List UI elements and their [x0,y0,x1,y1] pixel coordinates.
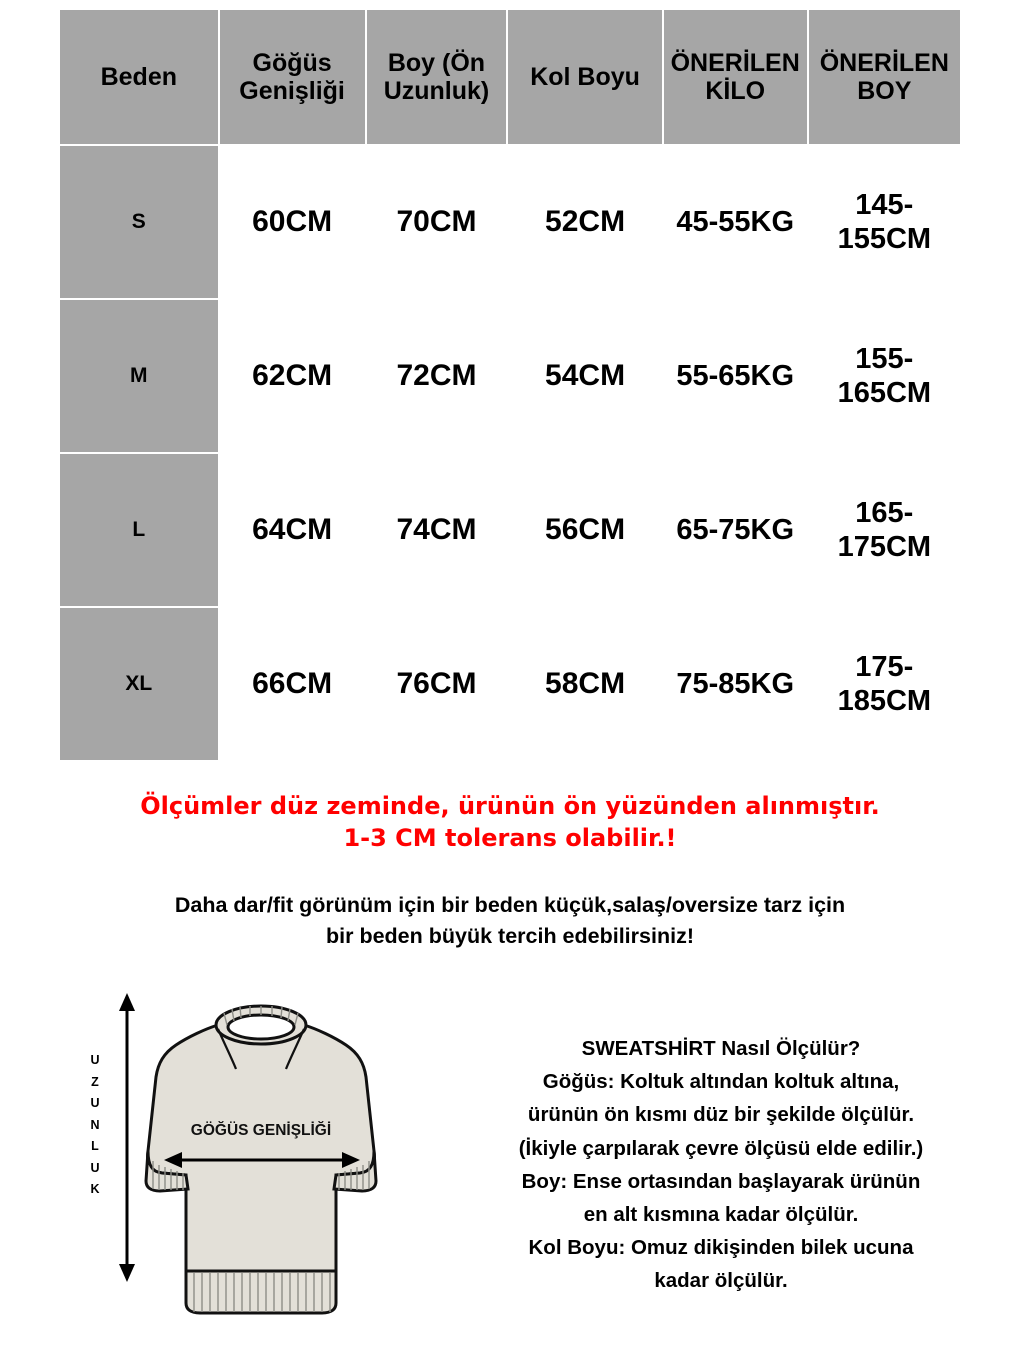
instructions-line: ürünün ön kısmı düz bir şekilde ölçülür. [527,1103,915,1127]
instructions-line: kadar ölçülür. [654,1269,788,1293]
measurement-warning-line-1: Ölçümler düz zeminde, ürünün ön yüzünden alınmıştır. [140,792,880,820]
cell-sleeve: 52CM [507,145,662,299]
uzunluk-letter: L [91,1139,99,1153]
cell-weight: 75-85KG [663,607,808,761]
uzunluk-letter: U [90,1160,100,1175]
cell-height: 175-185CM [808,607,961,761]
fit-advice [60,890,960,951]
instructions-line: Boy: Ense ortasından başlayarak ürünün [521,1169,921,1193]
column-header-onerilen-boy: ÖNERİLEN BOY [808,9,961,145]
uzunluk-letter: U [90,1053,100,1067]
cell-height: 145-155CM [808,145,961,299]
sweatshirt-illustration [110,985,440,1325]
table-header [59,9,961,145]
table-header-row [59,9,961,145]
size-table [58,8,962,762]
cell-weight: 65-75KG [663,453,808,607]
chest-width-label: GÖĞÜS GENİŞLİĞİ [190,1122,332,1139]
column-header-boy-on-uzunluk: Boy (Ön Uzunluk) [366,9,508,145]
cell-chest: 64CM [219,453,366,607]
cell-size: XL [59,607,219,761]
column-header-beden: Beden [59,9,219,145]
table-body [59,145,961,761]
column-header-onerilen-kilo: ÖNERİLEN KİLO [663,9,808,145]
size-table-container [58,8,962,762]
length-arrow-icon [119,993,135,1282]
column-header-gogus-genisligi: Göğüs Genişliği [219,9,366,145]
uzunluk-letter: K [90,1182,100,1196]
cell-length: 74CM [366,453,508,607]
instructions-line: Kol Boyu: Omuz dikişinden bilek ucuna [528,1236,914,1260]
table-row [59,145,961,299]
cell-length: 70CM [366,145,508,299]
uzunluk-letter: N [90,1117,100,1132]
table-row [59,453,961,607]
cell-chest: 62CM [219,299,366,453]
cell-height: 155-165CM [808,299,961,453]
uzunluk-letter: U [90,1096,100,1110]
cell-chest: 60CM [219,145,366,299]
table-row [59,299,961,453]
fit-advice-line-2: bir beden büyük tercih edebilirsiniz! [326,923,694,948]
table-row [59,607,961,761]
measurement-warning-line-2: 1-3 CM tolerans olabilir.! [343,824,677,853]
cell-weight: 45-55KG [663,145,808,299]
measurement-instructions [456,1032,986,1298]
instructions-title: SWEATSHİRT Nasıl Ölçülür? [581,1037,861,1060]
cell-chest: 66CM [219,607,366,761]
cell-sleeve: 58CM [507,607,662,761]
uzunluk-vertical-label [84,1050,106,1201]
sweatshirt-diagram [110,985,440,1330]
bottom-hem [186,1271,336,1313]
cell-size: S [59,145,219,299]
cell-sleeve: 56CM [507,453,662,607]
uzunluk-letter: Z [91,1074,99,1089]
cell-length: 76CM [366,607,508,761]
column-header-kol-boyu: Kol Boyu [507,9,662,145]
cell-size: M [59,299,219,453]
cell-length: 72CM [366,299,508,453]
fit-advice-line-1: Daha dar/fit görünüm için bir beden küçük,salaş/oversize tarz için [174,893,846,917]
cell-sleeve: 54CM [507,299,662,453]
instructions-line: en alt kısmına kadar ölçülür. [583,1203,859,1227]
instructions-line: (İkiyle çarpılarak çevre ölçüsü elde edilir.) [518,1136,924,1160]
measurement-warning [0,790,1020,854]
cell-weight: 55-65KG [663,299,808,453]
instructions-line: Göğüs: Koltuk altından koltuk altına, [542,1070,900,1094]
cell-size: L [59,453,219,607]
cell-height: 165-175CM [808,453,961,607]
